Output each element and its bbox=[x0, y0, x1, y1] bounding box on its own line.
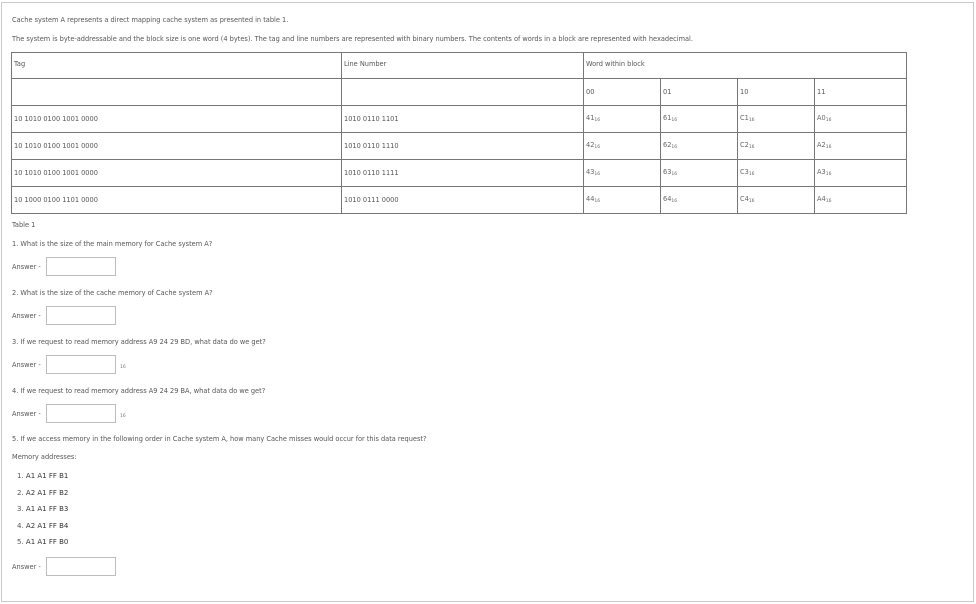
tag-cell: 10 1000 0100 1101 0000 bbox=[12, 187, 342, 214]
word-offset: 00 bbox=[584, 79, 661, 106]
table-offset-row bbox=[12, 79, 907, 106]
tag-header: Tag bbox=[12, 53, 342, 79]
word-cell: $C4_{16}$ bbox=[738, 187, 815, 214]
line-cell: 1010 0110 1101 bbox=[342, 106, 584, 133]
table-row bbox=[12, 187, 907, 214]
answer-row-1 bbox=[12, 257, 116, 276]
intro-line-2: The system is byte-addressable and the block size is one word (4 bytes). The tag and line numbers are represented with binary numbers. The contents of words in a block are represented with hexadecimal. bbox=[12, 35, 693, 43]
line-cell: 1010 0110 1111 bbox=[342, 160, 584, 187]
list-item: 3. A1 A1 FF B3 bbox=[17, 505, 69, 513]
empty-cell bbox=[12, 79, 342, 106]
hex-subscript: 16 bbox=[120, 365, 126, 370]
table-header-row bbox=[12, 53, 907, 79]
word-cell: $64_{16}$ bbox=[661, 187, 738, 214]
list-item: 1. A1 A1 FF B1 bbox=[17, 472, 69, 480]
word-cell: $43_{16}$ bbox=[584, 160, 661, 187]
memory-addresses-label: Memory addresses: bbox=[12, 453, 77, 461]
word-cell: $C3_{16}$ bbox=[738, 160, 815, 187]
table-row bbox=[12, 160, 907, 187]
word-cell: $62_{16}$ bbox=[661, 133, 738, 160]
list-item: 2. A2 A1 FF B2 bbox=[17, 488, 69, 497]
empty-cell bbox=[342, 79, 584, 106]
word-cell: $63_{16}$ bbox=[661, 160, 738, 187]
word-cell: $A3_{16}$ bbox=[815, 160, 907, 187]
line-cell: 1010 0110 1110 bbox=[342, 133, 584, 160]
hex-subscript: 16 bbox=[120, 414, 126, 419]
word-cell: $41_{16}$ bbox=[584, 106, 661, 133]
answer-input-5[interactable] bbox=[46, 557, 116, 576]
question-1: 1. What is the size of the main memory for Cache system A? bbox=[12, 240, 213, 248]
answer-input-3[interactable] bbox=[46, 355, 116, 374]
answer-label: Answer - bbox=[12, 262, 41, 271]
word-cell: $44_{16}$ bbox=[584, 187, 661, 214]
question-5: 5. If we access memory in the following order in Cache system A, how many Cache misses would occur for this data request? bbox=[12, 435, 427, 443]
table-row bbox=[12, 133, 907, 160]
address-list bbox=[17, 471, 68, 554]
word-cell: $61_{16}$ bbox=[661, 106, 738, 133]
question-3: 3. If we request to read memory address A9 24 29 BD, what data do we get? bbox=[12, 338, 266, 346]
list-item: 4. A2 A1 FF B4 bbox=[17, 521, 69, 530]
answer-label: Answer - bbox=[12, 562, 41, 571]
answer-row-3 bbox=[12, 355, 126, 374]
word-within-block-header: Word within block bbox=[584, 53, 907, 79]
answer-row-4 bbox=[12, 404, 126, 423]
answer-row-2 bbox=[12, 306, 116, 325]
word-offset: 01 bbox=[661, 79, 738, 106]
answer-input-4[interactable] bbox=[46, 404, 116, 423]
word-cell: $A0_{16}$ bbox=[815, 106, 907, 133]
table-row bbox=[12, 106, 907, 133]
line-cell: 1010 0111 0000 bbox=[342, 187, 584, 214]
word-cell: $C1_{16}$ bbox=[738, 106, 815, 133]
intro-line-1: Cache system A represents a direct mapping cache system as presented in table 1. bbox=[12, 16, 289, 24]
line-number-header: Line Number bbox=[342, 53, 584, 79]
tag-cell: 10 1010 0100 1001 0000 bbox=[12, 160, 342, 187]
tag-cell: 10 1010 0100 1001 0000 bbox=[12, 106, 342, 133]
word-offset: 10 bbox=[738, 79, 815, 106]
answer-row-5 bbox=[12, 557, 116, 576]
answer-label: Answer - bbox=[12, 311, 41, 320]
answer-label: Answer - bbox=[12, 409, 41, 418]
word-cell: $C2_{16}$ bbox=[738, 133, 815, 160]
word-cell: $A2_{16}$ bbox=[815, 133, 907, 160]
word-cell: $A4_{16}$ bbox=[815, 187, 907, 214]
question-2: 2. What is the size of the cache memory of Cache system A? bbox=[12, 289, 213, 297]
word-cell: $42_{16}$ bbox=[584, 133, 661, 160]
answer-input-2[interactable] bbox=[46, 306, 116, 325]
word-offset: 11 bbox=[815, 79, 907, 106]
cache-table bbox=[11, 52, 907, 214]
table-caption: Table 1 bbox=[12, 221, 36, 229]
tag-cell: 10 1010 0100 1001 0000 bbox=[12, 133, 342, 160]
list-item: 5. A1 A1 FF B0 bbox=[17, 538, 69, 546]
question-4: 4. If we request to read memory address A9 24 29 BA, what data do we get? bbox=[12, 387, 266, 395]
answer-input-1[interactable] bbox=[46, 257, 116, 276]
answer-label: Answer - bbox=[12, 360, 41, 369]
